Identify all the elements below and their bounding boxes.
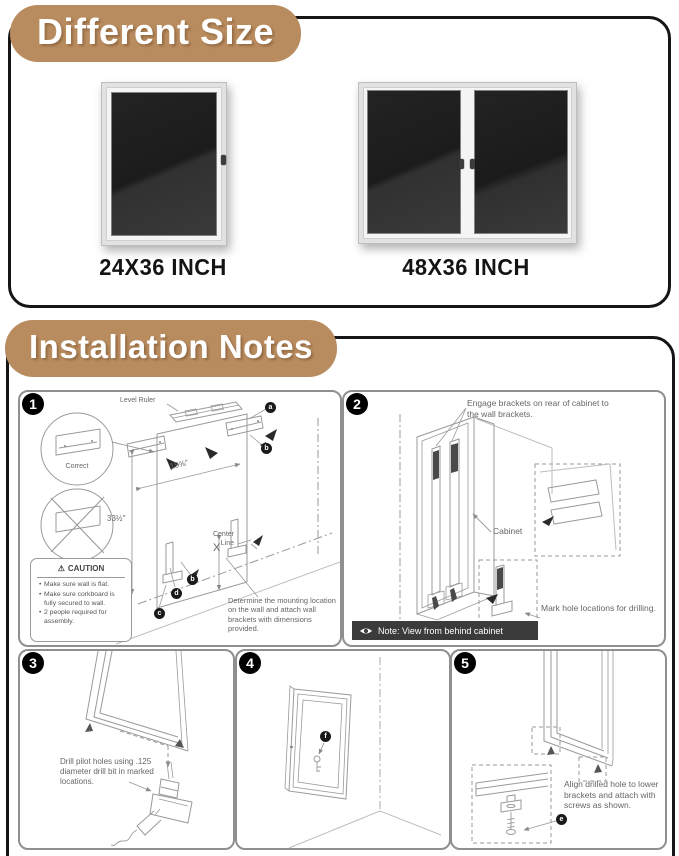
step-4-panel [235, 649, 451, 850]
caution-item: • Make sure wall is flat. [39, 581, 127, 590]
lock-icon [459, 159, 464, 169]
step-3-panel [18, 649, 235, 850]
step-5-note: Align drilled hole to lower brackets and attach with screws as shown. [564, 779, 659, 811]
callout-b2: b [187, 574, 198, 585]
cabinet-label: Cabinet [493, 526, 523, 536]
caution-box [30, 558, 132, 642]
callout-f: f [320, 731, 331, 742]
step-2-number: 2 [346, 393, 368, 415]
callout-e: e [556, 814, 567, 825]
caution-item: • 2 people required for assembly. [39, 609, 127, 627]
caution-divider [37, 577, 125, 578]
board-48x36-glass-right [474, 90, 568, 234]
step-1-note: Determine the mounting location on the wall and attach wall brackets with dimensions provided. [228, 596, 336, 634]
board-24x36-image [101, 82, 227, 246]
center-line-label: Center Line [212, 531, 234, 547]
step-1-number: 1 [22, 393, 44, 415]
step-4-diagram [237, 651, 449, 848]
mark-holes-note: Mark hole locations for drilling. [541, 603, 656, 613]
caution-title: CAUTION [67, 564, 105, 573]
size-label-48x36: 48X36 INCH [402, 254, 530, 280]
height-dimension: 33½" [107, 514, 126, 523]
step-5-panel [450, 649, 667, 850]
different-size-title: Different Size [37, 11, 275, 52]
step-3-note: Drill pilot holes using .125 diameter drill bit in marked locations. [60, 757, 154, 786]
callout-d: d [171, 588, 182, 599]
callout-b: b [261, 443, 272, 454]
callout-a: a [265, 402, 276, 413]
step-2-panel [342, 390, 666, 647]
callout-c: c [154, 608, 165, 619]
step-5-number: 5 [454, 652, 476, 674]
eye-icon [359, 626, 373, 636]
view-note-text: Note: View from behind cabinet [378, 625, 503, 636]
correct-label: Correct [65, 463, 89, 470]
x-dimension-label: X [213, 542, 221, 554]
caution-item: • Make sure corkboard is fully secured to wall. [39, 591, 127, 609]
different-size-badge [10, 5, 301, 62]
level-ruler-label: Level Ruler [120, 397, 156, 404]
installation-notes-badge [5, 320, 337, 377]
lock-icon [221, 155, 226, 165]
installation-notes-title: Installation Notes [29, 328, 314, 365]
lock-icon [470, 159, 475, 169]
step-3-number: 3 [22, 652, 44, 674]
width-dimension: 15⅝" [169, 458, 190, 471]
step-4-number: 4 [239, 652, 261, 674]
warning-icon: ⚠ [57, 564, 65, 573]
step-2-engage-note: Engage brackets on rear of cabinet to the wall brackets. [467, 398, 609, 419]
step-1-panel [18, 390, 342, 647]
view-note-bar [352, 621, 538, 640]
board-48x36-glass-left [367, 90, 461, 234]
caution-list [31, 581, 131, 627]
step-3-diagram [20, 651, 233, 848]
board-48x36-image [358, 82, 577, 244]
board-24x36-glass [111, 92, 217, 236]
size-label-24x36: 24X36 INCH [99, 254, 227, 280]
